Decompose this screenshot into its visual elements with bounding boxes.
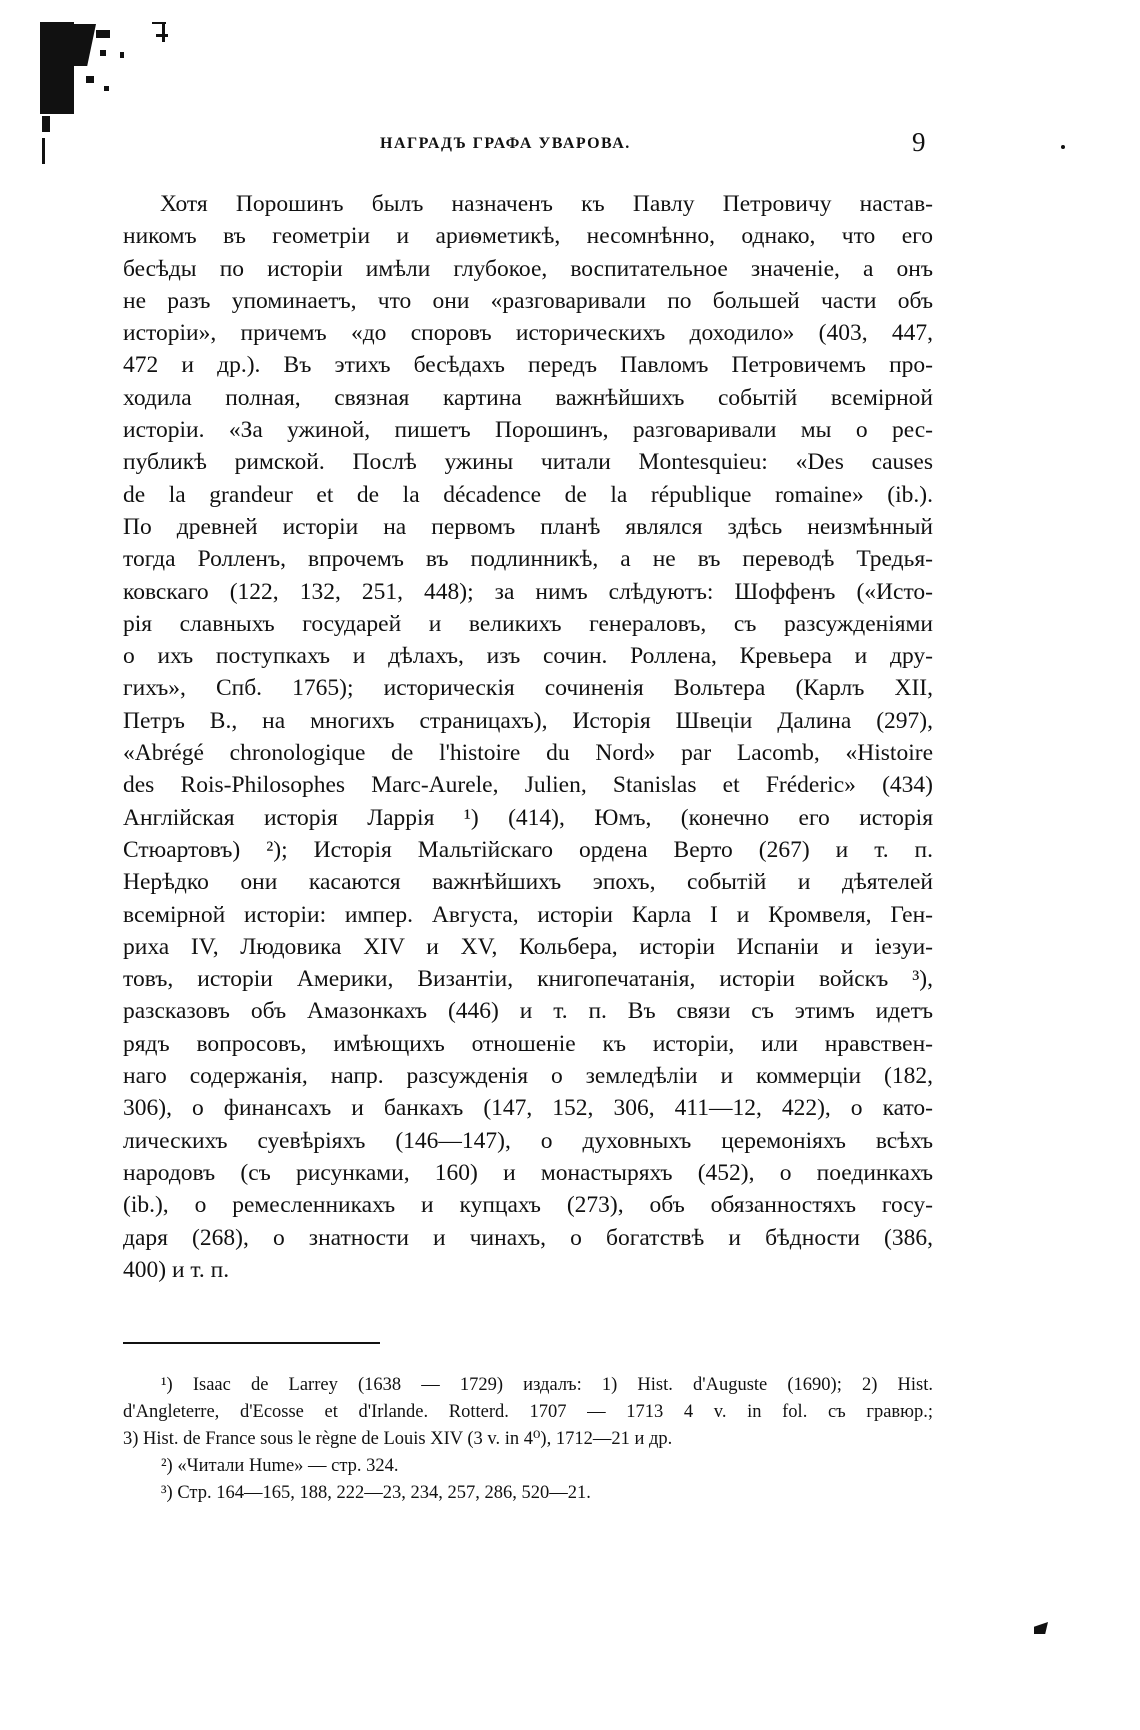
text-line: Стюартовъ) ²); Исторія Мальтійскаго ордена Верто (267) и т. п. (123, 836, 933, 863)
footnote-1-line-1: ¹) Isaac de Larrey (1638 — 1729) издалъ: 1) Hist. d'Auguste (1690); 2) Hist. (161, 1375, 933, 1395)
text-line: гихъ», Спб. 1765); историческія сочиненія Вольтера (Карлъ XII, (123, 675, 933, 702)
text-line: рія славныхъ государей и великихъ генераловъ, съ разсужденіями (123, 610, 933, 637)
text-line: Петръ В., на многихъ страницахъ), Исторія Швеціи Далина (297), (123, 707, 933, 734)
text-line: риха IV, Людовика XIV и XV, Кольбера, исторіи Испаніи и іезуи- (123, 933, 933, 960)
text-line: народовъ (съ рисунками, 160) и монастыряхъ (452), о поединкахъ (123, 1159, 933, 1186)
text-line: (ib.), о ремесленникахъ и купцахъ (273), объ обязанностяхъ госу- (123, 1192, 933, 1219)
text-line: бесѣды по исторіи имѣли глубокое, воспитательное значеніе, а онъ (123, 255, 933, 282)
running-head (0, 127, 1140, 157)
text-line: Нерѣдко они касаются важнѣйшихъ эпохъ, событій и дѣятелей (123, 869, 933, 896)
text-line: de la grandeur et de la décadence de la république romaine» (ib.). (123, 481, 933, 508)
text-line: даря (268), о знатности и чинахъ, о богатствѣ и бѣдности (386, (123, 1224, 933, 1251)
text-line: ковскаго (122, 132, 251, 448); за нимъ слѣдуютъ: Шоффенъ («Исто- (123, 578, 933, 605)
scan-artifact (120, 52, 124, 58)
text-line: «Abrégé chronologique de l'histoire du Nord» par Lacomb, «Histoire (123, 740, 933, 767)
text-line: лическихъ суевѣріяхъ (146—147), о духовныхъ церемоніяхъ всѣхъ (123, 1127, 933, 1154)
text-line: des Rois-Philosophes Marc-Aurele, Julien, Stanislas et Fréderic» (434) (123, 772, 933, 799)
scan-artifact (156, 34, 168, 37)
scan-artifact (74, 24, 96, 66)
text-line: публикѣ римской. Послѣ ужины читали Montesquieu: «Des causes (123, 449, 933, 476)
text-line: исторіи», причемъ «до споровъ историческихъ доходило» (403, 447, (123, 320, 933, 347)
text-line: никомъ въ геометріи и ариѳметикѣ, несомнѣнно, однако, что его (123, 223, 933, 250)
scan-artifact (96, 30, 110, 38)
scan-artifact (100, 50, 106, 56)
text-line: рядъ вопросовъ, имѣющихъ отношеніе къ исторіи, или нравствен- (123, 1030, 933, 1057)
text-line: товъ, исторіи Америки, Византіи, книгопечатанія, исторіи войскъ ³), (123, 966, 933, 993)
text-line: наго содержанія, напр. разсужденія о земледѣліи и коммерціи (182, (123, 1063, 933, 1090)
text-line: 472 и др.). Въ этихъ бесѣдахъ передъ Павломъ Петровичемъ про- (123, 352, 933, 379)
text-line: 400) и т. п. (123, 1256, 230, 1283)
text-line: 306), о финансахъ и банкахъ (147, 152, 306, 411—12, 422), о като- (123, 1095, 933, 1122)
footnotes (123, 1372, 933, 1507)
text-line: не разъ упоминаетъ, что они «разговаривали по большей части объ (123, 287, 933, 314)
text-line: разсказовъ объ Амазонкахъ (446) и т. п. Въ связи съ этимъ идетъ (123, 998, 933, 1025)
text-line: исторіи. «За ужиной, пишетъ Порошинъ, разговаривали мы о рес- (123, 417, 933, 444)
main-text (123, 188, 933, 1286)
footnote-2: ²) «Читали Hume» — стр. 324. (161, 1456, 399, 1476)
running-title: НАГРАДЪ ГРАФА УВАРОВА. (380, 135, 631, 152)
scan-artifact (86, 76, 94, 83)
scan-artifact (1034, 1622, 1048, 1634)
text-line: По древней исторіи на первомъ планѣ являлся здѣсь неизмѣнный (123, 513, 933, 540)
scan-artifact (42, 116, 50, 132)
footnote-1-line-3: 3) Hist. de France sous le règne de Louis XIV (3 v. in 4⁰), 1712—21 и др. (123, 1429, 673, 1449)
scan-artifact (162, 22, 165, 42)
scan-artifact (104, 86, 109, 91)
scan-artifact (40, 22, 74, 114)
text-line: тогда Ролленъ, впрочемъ въ подлинникѣ, а не въ переводѣ Тредья- (123, 546, 933, 573)
text-line: о ихъ поступкахъ и дѣлахъ, изъ сочин. Роллена, Кревьера и дру- (123, 643, 933, 670)
text-line: Хотя Порошинъ былъ назначенъ къ Павлу Петровичу настав- (160, 191, 933, 217)
footnote-rule (123, 1342, 380, 1344)
text-line: ходила полная, связная картина важнѣйшихъ событій всемірной (123, 384, 933, 411)
page-number: 9 (912, 127, 926, 157)
footnote-1-line-2: d'Angleterre, d'Ecosse et d'Irlande. Rotterd. 1707 — 1713 4 v. in fol. съ гравюр.; (123, 1402, 933, 1422)
text-line: всемірной исторіи: импер. Августа, исторіи Карла I и Кромвеля, Ген- (123, 901, 933, 928)
footnote-3: ³) Стр. 164—165, 188, 222—23, 234, 257, 286, 520—21. (161, 1483, 591, 1503)
text-line: Англійская исторія Ларрія ¹) (414), Юмъ, (конечно его исторія (123, 804, 933, 831)
